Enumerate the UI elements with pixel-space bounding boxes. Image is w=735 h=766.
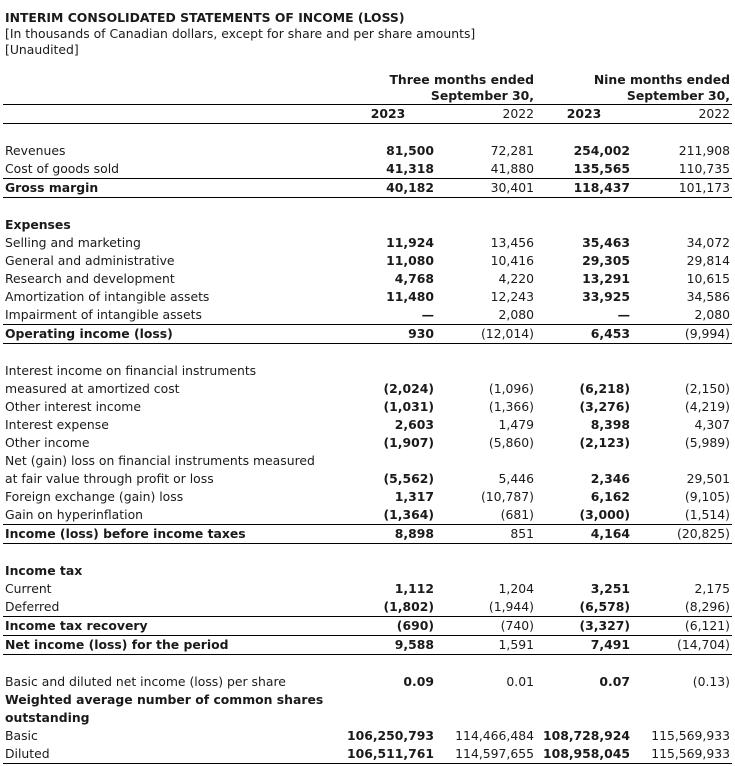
value-cell: 110,735: [678, 161, 731, 176]
value-cell: 3,251: [590, 581, 630, 596]
table-row-amortization: [3, 288, 732, 306]
section-heading-weighted-line2: [3, 709, 732, 727]
section-heading: Weighted average number of common shares: [5, 692, 324, 707]
value-cell: 2,080: [694, 307, 731, 322]
value-cell: 4,307: [694, 417, 731, 432]
value-cell: 2,603: [394, 417, 434, 432]
table-row-fx: [3, 488, 732, 506]
value-cell: (3,000): [579, 507, 630, 522]
value-cell: (9,994): [632, 325, 732, 344]
nine-months-header: Nine months ended: [593, 72, 731, 87]
value-cell: 851: [436, 525, 536, 544]
value-cell: 4,768: [394, 271, 434, 286]
value-cell: (690): [340, 617, 436, 636]
table-row-other-interest: [3, 398, 732, 416]
row-label: Basic: [5, 728, 38, 743]
value-cell: 9,588: [340, 636, 436, 655]
value-cell: 5,446: [498, 471, 534, 486]
table-row-other-income: [3, 434, 732, 452]
value-cell: 12,243: [490, 289, 534, 304]
value-cell: 40,182: [340, 179, 436, 198]
value-cell: 6,162: [590, 489, 630, 504]
table-row-interest-expense: [3, 416, 732, 434]
row-label: measured at amortized cost: [5, 381, 180, 396]
row-label: Deferred: [5, 599, 60, 614]
value-cell: —: [421, 307, 434, 322]
value-cell: 35,463: [582, 235, 630, 250]
value-cell: 72,281: [490, 143, 534, 158]
value-cell: 81,500: [386, 143, 434, 158]
value-cell: 4,164: [536, 525, 632, 544]
value-cell: (1,366): [488, 399, 534, 414]
value-cell: 211,908: [678, 143, 731, 158]
table-row-net-income: [3, 636, 732, 655]
value-cell: (1,907): [383, 435, 434, 450]
value-cell: (6,578): [579, 599, 630, 614]
row-label: Income (loss) before income taxes: [3, 525, 340, 544]
period-header-row-1: [3, 72, 732, 88]
value-cell: 101,173: [632, 179, 732, 198]
table-row-eps: [3, 673, 732, 691]
value-cell: 11,480: [386, 289, 434, 304]
table-row-operating-income: [3, 325, 732, 344]
value-cell: 10,416: [490, 253, 534, 268]
value-cell: (8,296): [684, 599, 731, 614]
row-label: Gross margin: [3, 179, 340, 198]
table-row-deferred: [3, 598, 732, 617]
year-header-row: [3, 105, 732, 124]
value-cell: 41,880: [490, 161, 534, 176]
row-label: Revenues: [5, 143, 66, 158]
table-row-interest-income-fi-line1: [3, 362, 732, 380]
value-cell: 34,072: [686, 235, 731, 250]
value-cell: (5,562): [383, 471, 434, 486]
value-cell: (6,218): [579, 381, 630, 396]
value-cell: 10,615: [686, 271, 731, 286]
value-cell: 0.07: [599, 674, 630, 689]
statement-title: INTERIM CONSOLIDATED STATEMENTS OF INCOME (LOSS): [5, 10, 405, 25]
statement-subtitle: [In thousands of Canadian dollars, except for share and per share amounts]: [5, 26, 476, 41]
value-cell: 118,437: [536, 179, 632, 198]
value-cell: 2,080: [498, 307, 534, 322]
section-heading: Expenses: [5, 217, 71, 232]
value-cell: 13,456: [490, 235, 534, 250]
statement-note: [Unaudited]: [5, 42, 79, 57]
value-cell: (3,276): [579, 399, 630, 414]
table-row-tax-recovery: [3, 617, 732, 636]
row-label: Research and development: [5, 271, 175, 286]
row-label: Diluted: [3, 745, 340, 764]
row-label: Operating income (loss): [3, 325, 340, 344]
row-label: Current: [5, 581, 52, 596]
row-label: General and administrative: [5, 253, 175, 268]
value-cell: (740): [436, 617, 536, 636]
three-months-header: Three months ended: [389, 72, 534, 87]
value-cell: (14,704): [632, 636, 732, 655]
value-cell: 108,958,045: [536, 745, 632, 764]
value-cell: (1,031): [383, 399, 434, 414]
row-label: Basic and diluted net income (loss) per share: [5, 674, 286, 689]
statement-header: [5, 10, 475, 58]
table-row-ga: [3, 252, 732, 270]
value-cell: (1,364): [383, 507, 434, 522]
value-cell: (20,825): [632, 525, 732, 544]
section-heading: outstanding: [5, 710, 90, 725]
table-row-hyperinflation: [3, 506, 732, 525]
table-row-current: [3, 580, 732, 598]
row-label: Cost of goods sold: [5, 161, 119, 176]
value-cell: 29,501: [686, 471, 731, 486]
value-cell: 6,453: [536, 325, 632, 344]
value-cell: (6,121): [632, 617, 732, 636]
value-cell: 1,479: [498, 417, 534, 432]
value-cell: 13,291: [582, 271, 630, 286]
value-cell: 135,565: [573, 161, 630, 176]
value-cell: 1,204: [498, 581, 534, 596]
value-cell: (10,787): [480, 489, 534, 504]
value-cell: (2,123): [579, 435, 630, 450]
row-label: Net (gain) loss on financial instruments measured: [5, 453, 315, 468]
nine-months-date: September 30,: [626, 88, 731, 103]
value-cell: 1,591: [436, 636, 536, 655]
value-cell: 254,002: [573, 143, 630, 158]
value-cell: 33,925: [582, 289, 630, 304]
year-header: 2023: [340, 105, 436, 124]
value-cell: 106,511,761: [340, 745, 436, 764]
table-row-diluted: [3, 745, 732, 764]
value-cell: 114,466,484: [455, 728, 534, 743]
table-row-revenues: [3, 142, 732, 160]
row-label: Selling and marketing: [5, 235, 141, 250]
value-cell: (681): [500, 507, 534, 522]
value-cell: 115,569,933: [632, 745, 732, 764]
row-label: Gain on hyperinflation: [5, 507, 143, 522]
value-cell: 1,112: [394, 581, 434, 596]
value-cell: 29,814: [686, 253, 731, 268]
year-header: 2022: [436, 105, 536, 124]
value-cell: 7,491: [536, 636, 632, 655]
table-row-selling: [3, 234, 732, 252]
value-cell: 29,305: [582, 253, 630, 268]
value-cell: 30,401: [436, 179, 536, 198]
value-cell: 11,924: [386, 235, 434, 250]
row-label: Interest income on financial instruments: [5, 363, 257, 378]
value-cell: (4,219): [684, 399, 731, 414]
three-months-date: September 30,: [430, 88, 534, 103]
table-row-net-gain-line1: [3, 452, 732, 470]
value-cell: (3,327): [536, 617, 632, 636]
value-cell: 2,175: [694, 581, 731, 596]
row-label: Other income: [5, 435, 90, 450]
year-header: 2022: [632, 105, 732, 124]
value-cell: 114,597,655: [436, 745, 536, 764]
table-row-basic: [3, 727, 732, 745]
value-cell: 34,586: [686, 289, 731, 304]
value-cell: 115,569,933: [651, 728, 731, 743]
year-header: 2023: [536, 105, 632, 124]
value-cell: 2,346: [590, 471, 630, 486]
row-label: Amortization of intangible assets: [5, 289, 210, 304]
value-cell: (1,944): [488, 599, 534, 614]
row-label: Net income (loss) for the period: [3, 636, 340, 655]
row-label: at fair value through profit or loss: [5, 471, 214, 486]
value-cell: 41,318: [386, 161, 434, 176]
table-row-interest-income-fi: [3, 380, 732, 398]
table-row-impairment: [3, 306, 732, 325]
value-cell: (2,150): [684, 381, 731, 396]
value-cell: —: [617, 307, 630, 322]
value-cell: (2,024): [383, 381, 434, 396]
row-label: Impairment of intangible assets: [5, 307, 202, 322]
value-cell: 108,728,924: [542, 728, 630, 743]
value-cell: 0.01: [506, 674, 534, 689]
value-cell: (9,105): [684, 489, 731, 504]
value-cell: 8,898: [340, 525, 436, 544]
section-heading: Income tax: [5, 563, 83, 578]
income-statement-table: [3, 72, 732, 764]
value-cell: 4,220: [498, 271, 534, 286]
value-cell: (0.13): [692, 674, 731, 689]
value-cell: (12,014): [436, 325, 536, 344]
table-row-income-before-tax: [3, 525, 732, 544]
value-cell: 1,317: [394, 489, 434, 504]
period-header-row-2: [3, 88, 732, 105]
section-heading-weighted-line1: [3, 691, 732, 709]
value-cell: 11,080: [386, 253, 434, 268]
table-row-net-gain: [3, 470, 732, 488]
value-cell: 930: [340, 325, 436, 344]
value-cell: (1,802): [383, 599, 434, 614]
row-label: Interest expense: [5, 417, 109, 432]
value-cell: (1,096): [488, 381, 534, 396]
row-label: Income tax recovery: [3, 617, 340, 636]
row-label: Other interest income: [5, 399, 141, 414]
table-row-cogs: [3, 160, 732, 179]
section-heading-income-tax: [3, 562, 732, 580]
value-cell: 106,250,793: [346, 728, 434, 743]
value-cell: 8,398: [590, 417, 630, 432]
section-heading-expenses: [3, 216, 732, 234]
table-row-rd: [3, 270, 732, 288]
value-cell: (5,989): [684, 435, 731, 450]
value-cell: (1,514): [684, 507, 731, 522]
value-cell: 0.09: [403, 674, 434, 689]
table-row-gross-margin: [3, 179, 732, 198]
value-cell: (5,860): [488, 435, 534, 450]
row-label: Foreign exchange (gain) loss: [5, 489, 184, 504]
